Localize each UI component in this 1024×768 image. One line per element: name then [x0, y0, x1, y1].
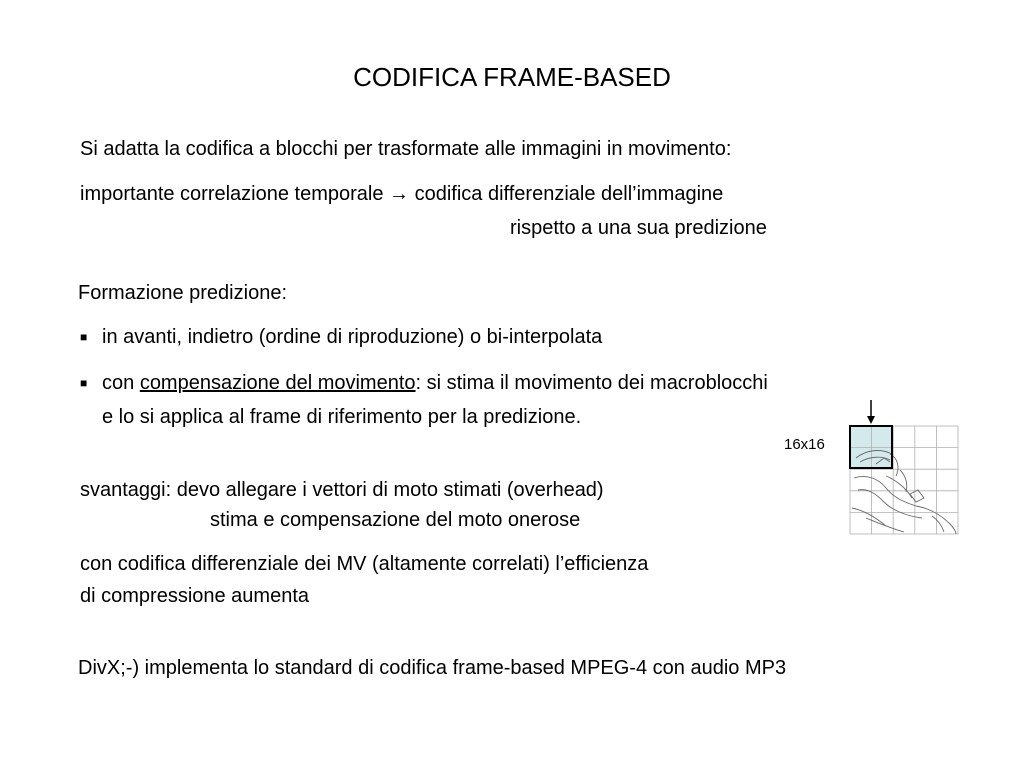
slide-title: CODIFICA FRAME-BASED: [353, 62, 671, 92]
bullet-2-suffix: : si stima il movimento dei macroblocchi: [415, 372, 768, 394]
prediction-bullet-1: in avanti, indietro (ordine di riproduzione) o bi-interpolata: [102, 326, 603, 348]
intro-line-2: importante correlazione temporale → codifica differenziale dell’immagine: [80, 183, 724, 205]
intro-line-3: rispetto a una sua predizione: [510, 217, 767, 239]
drawbacks-line-1: svantaggi: devo allegare i vettori di moto stimati (overhead): [80, 479, 604, 501]
intro-line-1: Si adatta la codifica a blocchi per trasformate alle immagini in movimento:: [80, 138, 732, 160]
bullet-square-icon: ■: [80, 376, 88, 390]
prediction-bullet-2-line-2: e lo si applica al frame di riferimento per la predizione.: [102, 406, 582, 428]
bullet-square-icon: ■: [80, 330, 88, 344]
footer-divx-note: DivX;-) implementa lo standard di codifica frame-based MPEG-4 con audio MP3: [78, 657, 787, 679]
macroblock-size-label: 16x16: [784, 436, 825, 453]
drawbacks-line-2: stima e compensazione del moto onerose: [210, 509, 581, 531]
motion-compensation-term: compensazione del movimento: [139, 372, 416, 394]
bullet-2-prefix: con: [102, 372, 140, 394]
macroblock-grid-figure: [846, 398, 962, 538]
highlighted-macroblock: [850, 426, 892, 468]
prediction-heading: Formazione predizione:: [78, 282, 287, 304]
prediction-bullet-2: [102, 371, 768, 395]
mv-note-line-1: con codifica differenziale dei MV (altamente correlati) l’efficienza: [80, 553, 649, 575]
down-arrow-icon: [867, 400, 875, 424]
mv-note-line-2: di compressione aumenta: [80, 585, 310, 607]
